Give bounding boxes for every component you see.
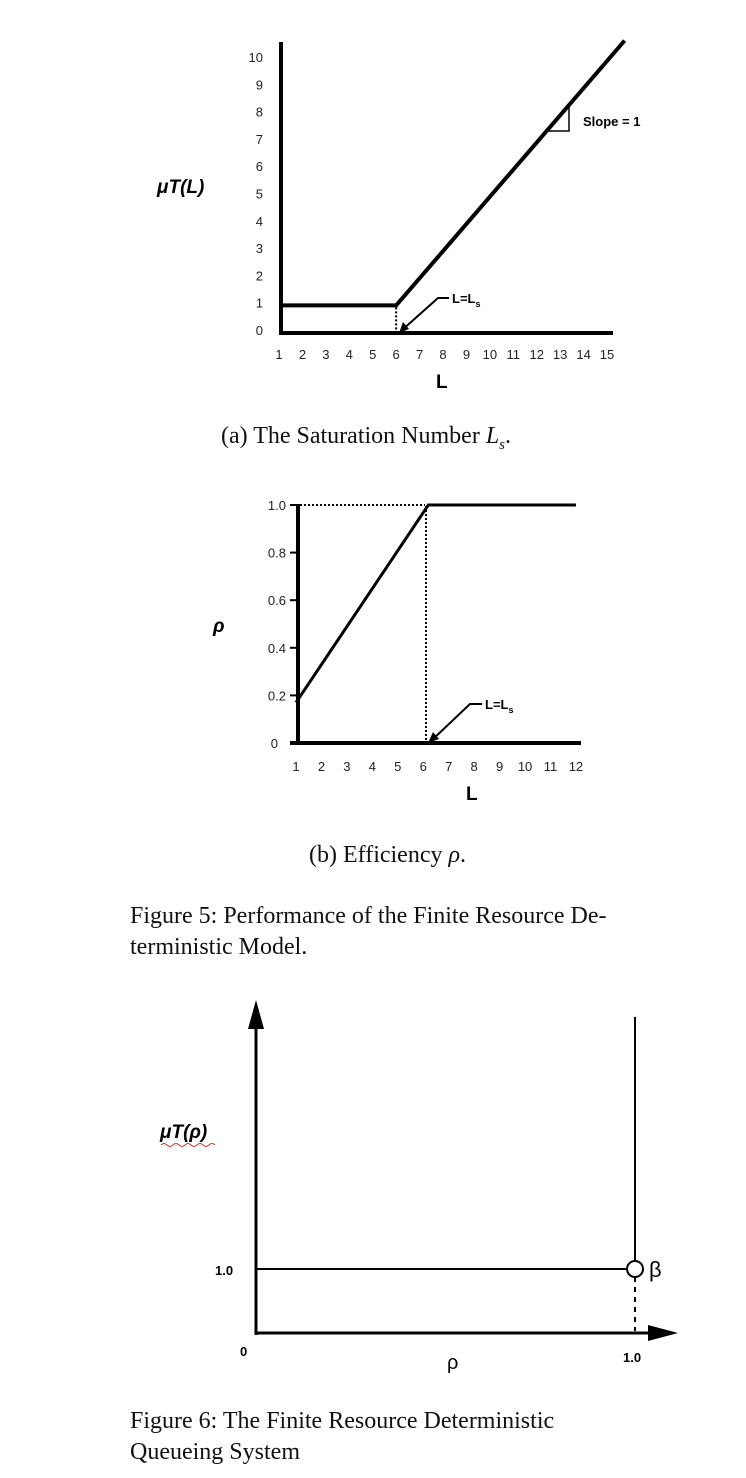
saturation-label: $L=L_s$ (452, 291, 481, 309)
x-axis-label: L (466, 784, 478, 805)
y-tick-label: 9 (255, 77, 263, 93)
y-tick-label: 3 (255, 241, 263, 257)
x-tick-label: 4 (368, 759, 376, 774)
y-tick-label: 6 (255, 159, 263, 175)
saturation-label: $L=L_s$ (485, 697, 514, 715)
x-axis-label: ρ (447, 1352, 459, 1374)
x-axis-arrowhead (648, 1325, 678, 1341)
x-tick-labels (292, 759, 583, 774)
x-tick-label: 13 (552, 347, 568, 362)
x-tick-label: 14 (576, 347, 591, 362)
y-tick-label: 0 (270, 736, 278, 751)
y-tick-label: 10 (248, 50, 263, 65)
y-tick-label: 1 (255, 295, 263, 311)
x-axis-label: L (436, 372, 448, 393)
throughput-line (279, 41, 625, 306)
x-tick-label: 3 (343, 759, 351, 774)
x-tick-label: 10 (517, 759, 533, 774)
x-tick-label: 1 (275, 347, 283, 362)
figure-5-caption: Figure 5: Performance of the Finite Resource De- terministic Model. (130, 903, 607, 960)
x-tick-label: 7 (415, 347, 424, 362)
y-tick-label: 7 (255, 131, 263, 147)
y-tick-label: 1.0 (267, 498, 286, 513)
saturation-pointer-line (431, 704, 482, 741)
y-tick-label: 5 (255, 186, 263, 202)
x-tick-label: 6 (392, 347, 400, 362)
x-tick-label: 10 (482, 347, 498, 362)
saturation-chart (0, 0, 746, 420)
y-tick-label: 0.6 (267, 593, 286, 609)
y-axis-label: ρ (213, 616, 225, 637)
y-tick-labels (268, 498, 298, 751)
y-tick-label: 2 (255, 268, 263, 284)
beta-label: β (649, 1257, 662, 1282)
origin-label: 0 (240, 1344, 248, 1359)
x-tick-label: 8 (439, 347, 447, 362)
x-tick-label: 4 (345, 347, 353, 362)
x-tick-label: 2 (317, 759, 326, 774)
y-tick-label: 0 (255, 323, 263, 338)
x-tick-label: 5 (394, 759, 402, 774)
x-tick-label-1: 1.0 (623, 1350, 642, 1365)
x-tick-label: 12 (529, 347, 544, 362)
caption-b: (b) Efficiency ρ. (309, 842, 467, 868)
y-tick-labels (249, 50, 263, 338)
x-tick-label: 11 (506, 347, 521, 362)
saturation-pointer-line (401, 298, 449, 331)
x-tick-label: 6 (419, 759, 427, 774)
caption-a: (a) The Saturation Number $L_s$. (221, 423, 512, 453)
y-axis-label: μT(ρ) (160, 1122, 208, 1143)
x-tick-label: 2 (298, 347, 307, 362)
x-tick-label: 15 (599, 347, 615, 362)
y-tick-label: 8 (255, 104, 263, 120)
open-circle-point (627, 1261, 643, 1277)
y-tick-label-1: 1.0 (215, 1263, 234, 1278)
y-tick-label: 0.2 (267, 688, 286, 704)
y-axis-arrowhead (248, 1000, 264, 1029)
y-tick-label: 0.8 (267, 545, 286, 561)
x-tick-label: 9 (462, 347, 471, 362)
y-tick-label: 0.4 (267, 640, 286, 656)
squiggle-underline (161, 1144, 215, 1147)
y-tick-label: 4 (255, 213, 263, 229)
x-tick-label: 1 (292, 759, 300, 774)
x-tick-label: 11 (543, 759, 558, 774)
x-tick-label: 7 (445, 759, 453, 774)
queueing-system-chart (0, 995, 746, 1395)
figure-6-caption: Figure 6: The Finite Resource Deterministic Queueing System (130, 1408, 555, 1465)
efficiency-line (296, 505, 576, 703)
x-tick-label: 12 (568, 759, 584, 774)
x-tick-label: 8 (470, 759, 478, 774)
slope-label: Slope = 1 (583, 114, 641, 129)
x-tick-label: 9 (495, 759, 504, 774)
x-tick-label: 3 (322, 347, 330, 362)
x-tick-label: 5 (369, 347, 377, 362)
x-tick-labels (275, 347, 614, 362)
efficiency-chart (0, 480, 746, 810)
y-axis-label: μT(L) (157, 177, 205, 198)
